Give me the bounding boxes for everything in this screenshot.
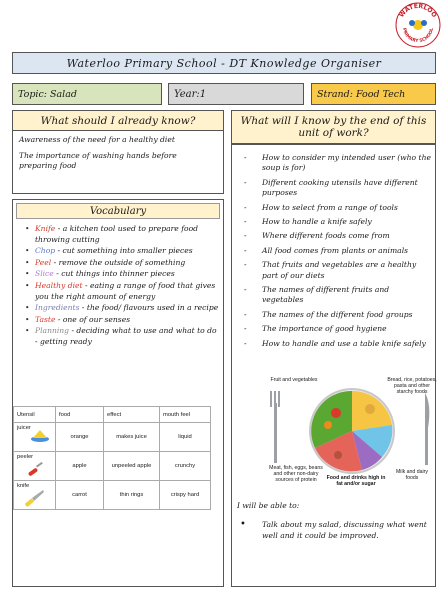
- utensil-name: peeler: [17, 454, 34, 460]
- vocab-term: Taste: [35, 314, 56, 324]
- table-cell: unpeeled apple: [104, 452, 160, 481]
- vocab-item: [25, 303, 221, 314]
- topic-label: Topic: Salad: [12, 83, 162, 105]
- column-header: mouth feel: [160, 407, 211, 423]
- table-cell: carrot: [56, 481, 104, 510]
- vocab-definition: - deciding what to use and what to do - getting ready: [35, 326, 217, 346]
- vocab-term: Knife: [35, 224, 56, 233]
- prior-knowledge-box: [12, 130, 224, 194]
- table-row: [14, 481, 211, 510]
- column-header: effect: [104, 407, 160, 423]
- vocab-term: Planning: [35, 326, 70, 336]
- peeler-icon: [26, 462, 46, 478]
- column-header: food: [56, 407, 104, 423]
- outcomes-list: [238, 520, 428, 541]
- learning-item: - The names of different fruits and vegetables: [244, 285, 432, 306]
- outcomes-subheading: I will be able to:: [237, 501, 300, 510]
- learning-item: - Different cooking utensils have different purposes: [244, 178, 432, 199]
- learning-item: - The importance of good hygiene: [244, 324, 432, 334]
- learning-item: - All food comes from plants or animals: [244, 246, 432, 256]
- outcome-item: • Talk about my salad, discussing what went well and it could be improved.: [238, 520, 428, 541]
- strand-label: Strand: Food Tech: [311, 83, 436, 105]
- table-header-row: [14, 407, 211, 423]
- juicer-icon: [30, 429, 50, 443]
- table-cell: liquid: [160, 423, 211, 452]
- svg-text:PRIMARY SCHOOL: PRIMARY SCHOOL: [400, 27, 435, 45]
- learning-outcomes-heading: What will I know by the end of this unit of work?: [231, 110, 436, 144]
- table-row: [14, 452, 211, 481]
- learning-item: - Where different foods come from: [244, 231, 432, 241]
- learning-item: - How to handle a knife safely: [244, 217, 432, 227]
- vocab-term: Slice: [35, 269, 54, 279]
- vocab-definition: - eating a range of food that gives you the right amount of energy: [35, 280, 216, 301]
- table-cell: makes juice: [104, 423, 160, 452]
- learning-item: - How to handle and use a table knife safely: [244, 339, 432, 349]
- utensil-name: knife: [17, 483, 30, 489]
- prior-knowledge-item: Awareness of the need for a healthy diet: [19, 135, 175, 144]
- vocab-item: [25, 326, 221, 347]
- vocab-item: [25, 258, 221, 269]
- table-cell: [14, 423, 56, 452]
- table-row: [14, 423, 211, 452]
- learning-item: - That fruits and vegetables are a healthy part of our diets: [244, 260, 432, 281]
- dairy-label: Milk and dairy foods: [395, 469, 428, 481]
- table-cell: thin rings: [104, 481, 160, 510]
- vocab-term: Peel: [35, 257, 52, 267]
- vocabulary-panel: [12, 199, 224, 587]
- vocab-definition: - cut things into thinner pieces: [53, 269, 175, 279]
- table-cell: [14, 452, 56, 481]
- learning-item: - The names of the different food groups: [244, 310, 432, 320]
- vocab-term: Healthy diet: [35, 280, 83, 290]
- utensil-table: [13, 406, 211, 510]
- school-logo: [395, 2, 441, 48]
- prior-knowledge-heading: What should I already know?: [12, 110, 224, 132]
- table-cell: apple: [56, 452, 104, 481]
- vocabulary-list: [25, 224, 221, 349]
- vocab-definition: - remove the outside of something: [51, 257, 186, 267]
- vocab-definition: - cut something into smaller pieces: [55, 246, 193, 256]
- column-header: Utensil: [14, 407, 56, 423]
- prior-knowledge-item: The importance of washing hands before preparing food: [19, 151, 177, 170]
- vocab-item: [25, 315, 221, 326]
- vocab-definition: - the food/ flavours used in a recipe: [79, 303, 219, 313]
- table-cell: crispy hard: [160, 481, 211, 510]
- learning-item: - How to consider my intended user (who the soup is for): [244, 153, 432, 174]
- vocab-definition: - a kitchen tool used to prepare food throwing cutting: [35, 224, 199, 244]
- svg-text:WATERLOO: WATERLOO: [398, 2, 438, 19]
- table-cell: crunchy: [160, 452, 211, 481]
- starchy-foods-label: Bread, rice, potatoes, pasta and other starchy foods: [387, 377, 437, 395]
- eatwell-guide-image: [266, 373, 438, 493]
- vocab-item: [25, 224, 221, 245]
- vocabulary-heading: Vocabulary: [16, 203, 220, 219]
- fruit-veg-label: Fruit and vegetables: [270, 377, 318, 383]
- vocab-item: [25, 281, 221, 302]
- utensil-name: juicer: [17, 425, 31, 431]
- vocab-item: [25, 269, 221, 280]
- vocab-term: Chop: [35, 246, 56, 256]
- knife-icon: [24, 489, 46, 507]
- table-cell: [14, 481, 56, 510]
- fat-sugar-label: Food and drinks high in fat and/or sugar: [326, 475, 386, 487]
- learning-item: - How to select from a range of tools: [244, 203, 432, 213]
- page-title: Waterloo Primary School - DT Knowledge Organiser: [12, 52, 436, 74]
- learning-outcomes-list: [244, 153, 432, 353]
- vocab-term: Ingredients: [35, 303, 80, 313]
- protein-label: Meat, fish, eggs, beans and other non-dairy sources of protein: [269, 465, 323, 483]
- vocab-item: [25, 246, 221, 257]
- vocab-definition: - one of our senses: [55, 314, 131, 324]
- year-label: Year:1: [168, 83, 304, 105]
- table-cell: orange: [56, 423, 104, 452]
